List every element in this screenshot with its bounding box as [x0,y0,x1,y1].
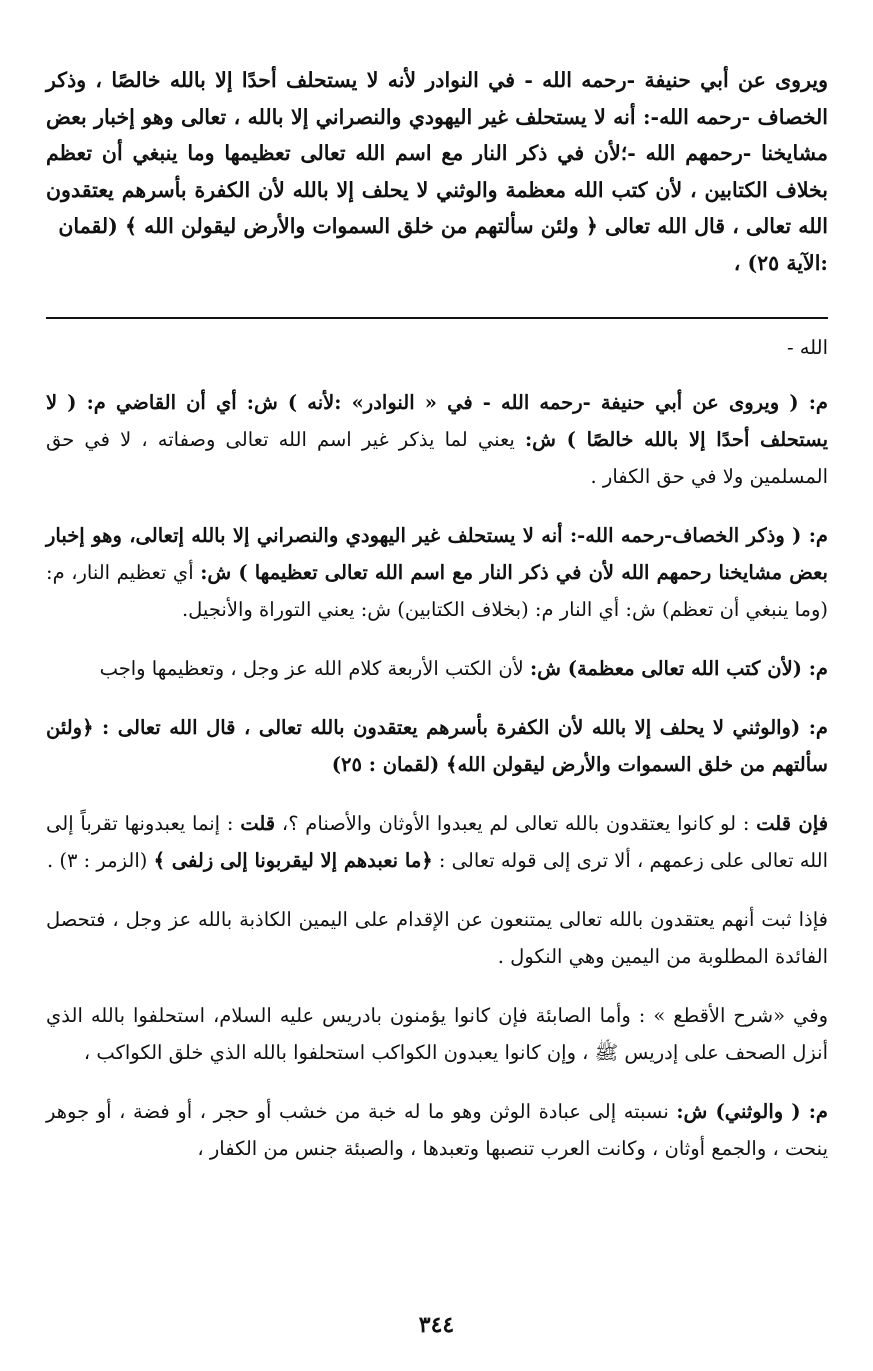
commentary-body: (الزمر : ٣) . [46,849,154,872]
main-text-line: الخصاف -رحمه الله-: أنه لا يستحلف غير اليهودي والنصراني إلا بالله ، تعالى وهو إخبار [94,104,828,129]
commentary-note: الله - [786,336,828,359]
commentary-paragraph: م: (والوثني لا يحلف إلا بالله لأن الكفرة بأسرهم يعتقدون بالله تعالى ، قال الله تعالى : ﴿ولئن سألتهم من خلق السموات والأرض ليقولن الله﴾ (لقمان : ٢٥) [46,716,828,776]
commentary-lead: م: ( ويروى عن أبي حنيفة -رحمه الله - في « النوادر» :لأنه ) ش: أي أن القاضي م: ( لا يستحلف أحدًا إلا بالله خالصًا ) ش: [46,391,828,451]
main-text-line: :الآية ٢٥) ، [733,250,828,275]
commentary-lead: م: ( وذكر الخصاف-رحمه الله-: أنه لا يستحلف غير اليهودي والنصراني إلا بالله إتعالى، وهو إخبار بعض مشايخنا رحمهم الله لأن في ذكر النار مع اسم الله تعالى تعظيمها ) ش: [46,524,828,584]
book-page [46,62,828,1167]
commentary-lead: قلت [240,812,276,835]
commentary-paragraph [46,517,828,628]
commentary-paragraph [46,1093,828,1167]
commentary-paragraph [46,650,828,687]
quran-quote: ﴿ما نعبدهم إلا ليقربونا إلى زلفى ﴾ [153,849,433,872]
commentary-lead: م: (لأن كتب الله تعالى معظمة) ش: [529,657,828,680]
main-text-line: بعض مشايخنا -رحمهم الله -؛لأن في ذكر النار مع اسم الله تعالى تعظيمها وما ينبغي أن تعظم [46,104,828,165]
main-text-line: بخلاف الكتابين ، لأن كتب الله معظمة والوثني لا يحلف إلا بالله لأن الكفرة بأسرهم يعتقدون [46,177,828,202]
commentary-lead: م: ( والوثني) ش: [676,1100,828,1123]
commentary-lead: فإن قلت [756,812,829,835]
commentary-body: : إنما يعبدونها تقرباً إلى الله تعالى على زعمهم ، ألا ترى إلى قوله تعالى : [46,812,828,872]
commentary-paragraph: وفي «شرح الأقطع » : وأما الصابئة فإن كانوا يؤمنون بادريس عليه السلام، استحلفوا بالله الذي أنزل الصحف على إدريس ﷺ ، وإن كانوا يعبدون الكواكب استحلفوا بالله الذي خلق الكواكب ، [46,1004,828,1064]
commentary-body: يعني لما يذكر غير اسم الله تعالى وصفاته ، لا في حق المسلمين ولا في حق الكفار . [46,428,828,488]
main-text-line: ويروى عن أبي حنيفة -رحمه الله - في النوادر لأنه لا يستحلف أحدًا إلا بالله خالصًا ، وذكر [46,68,828,92]
commentary-body: نسبته إلى عبادة الوثن وهو ما له خبة من خشب أو حجر ، أو فضة ، أو جوهر ينحت ، والجمع أوثان ، وكانت العرب تنصبها وتعبدها ، والصبئة جنس من الكفار ، [46,1100,828,1160]
commentary-paragraph: فإذا ثبت أنهم يعتقدون بالله تعالى يمتنعون عن الإقدام على اليمين الكاذبة بالله عز وجل ، فتحصل الفائدة المطلوبة من اليمين وهي النكول . [46,908,828,968]
main-text-block [46,62,828,281]
main-text-line: الله تعالى ، قال الله تعالى ﴿ ولئن سألتهم من خلق السموات والأرض ليقولن الله ﴾ (لقمان [58,214,828,238]
commentary-paragraph [46,384,828,495]
section-divider [46,317,828,319]
commentary-body: أي تعظيم النار، م: (وما ينبغي أن تعظم) ش: أي النار م: (بخلاف الكتابين) ش: يعني التوراة والأنجيل. [46,561,828,621]
page-number: ٣٤٤ [418,1312,455,1338]
commentary-paragraph [46,805,828,879]
commentary-body: : لو كانوا يعتقدون بالله تعالى لم يعبدوا الأوثان والأصنام ؟، [275,812,757,835]
commentary-body: لأن الكتب الأربعة كلام الله عز وجل ، وتعظيمها واجب [99,657,530,680]
